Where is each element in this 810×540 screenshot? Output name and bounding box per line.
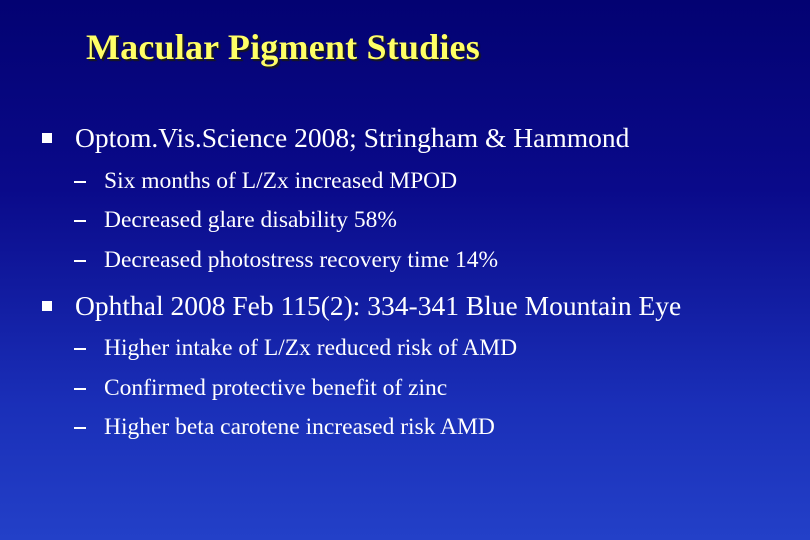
- bullet-item: [42, 124, 629, 152]
- sub-bullet-item: [74, 416, 495, 440]
- sub-bullet-text: Decreased glare disability 58%: [104, 207, 397, 233]
- square-bullet-icon: [42, 301, 52, 311]
- bullet-item: [42, 292, 681, 320]
- bullet-text: Ophthal 2008 Feb 115(2): 334-341 Blue Mountain Eye: [75, 290, 682, 321]
- dash-bullet-icon: [74, 427, 86, 429]
- sub-bullet-item: [74, 249, 498, 273]
- sub-bullet-item: [74, 209, 397, 233]
- sub-bullet-text: Confirmed protective benefit of zinc: [104, 375, 448, 401]
- sub-bullet-text: Higher intake of L/Zx reduced risk of AMD: [104, 335, 518, 361]
- dash-bullet-icon: [74, 220, 86, 222]
- sub-bullet-text: Decreased photostress recovery time 14%: [104, 247, 499, 273]
- sub-bullet-item: [74, 377, 447, 401]
- dash-bullet-icon: [74, 388, 86, 390]
- dash-bullet-icon: [74, 181, 86, 183]
- sub-bullet-text: Higher beta carotene increased risk AMD: [104, 414, 495, 440]
- sub-bullet-item: [74, 337, 517, 361]
- slide-title: Macular Pigment Studies: [86, 27, 480, 67]
- sub-bullet-text: Six months of L/Zx increased MPOD: [104, 168, 458, 194]
- dash-bullet-icon: [74, 348, 86, 350]
- square-bullet-icon: [42, 133, 52, 143]
- bullet-text: Optom.Vis.Science 2008; Stringham & Hammond: [75, 122, 630, 153]
- sub-bullet-item: [74, 170, 457, 194]
- dash-bullet-icon: [74, 260, 86, 262]
